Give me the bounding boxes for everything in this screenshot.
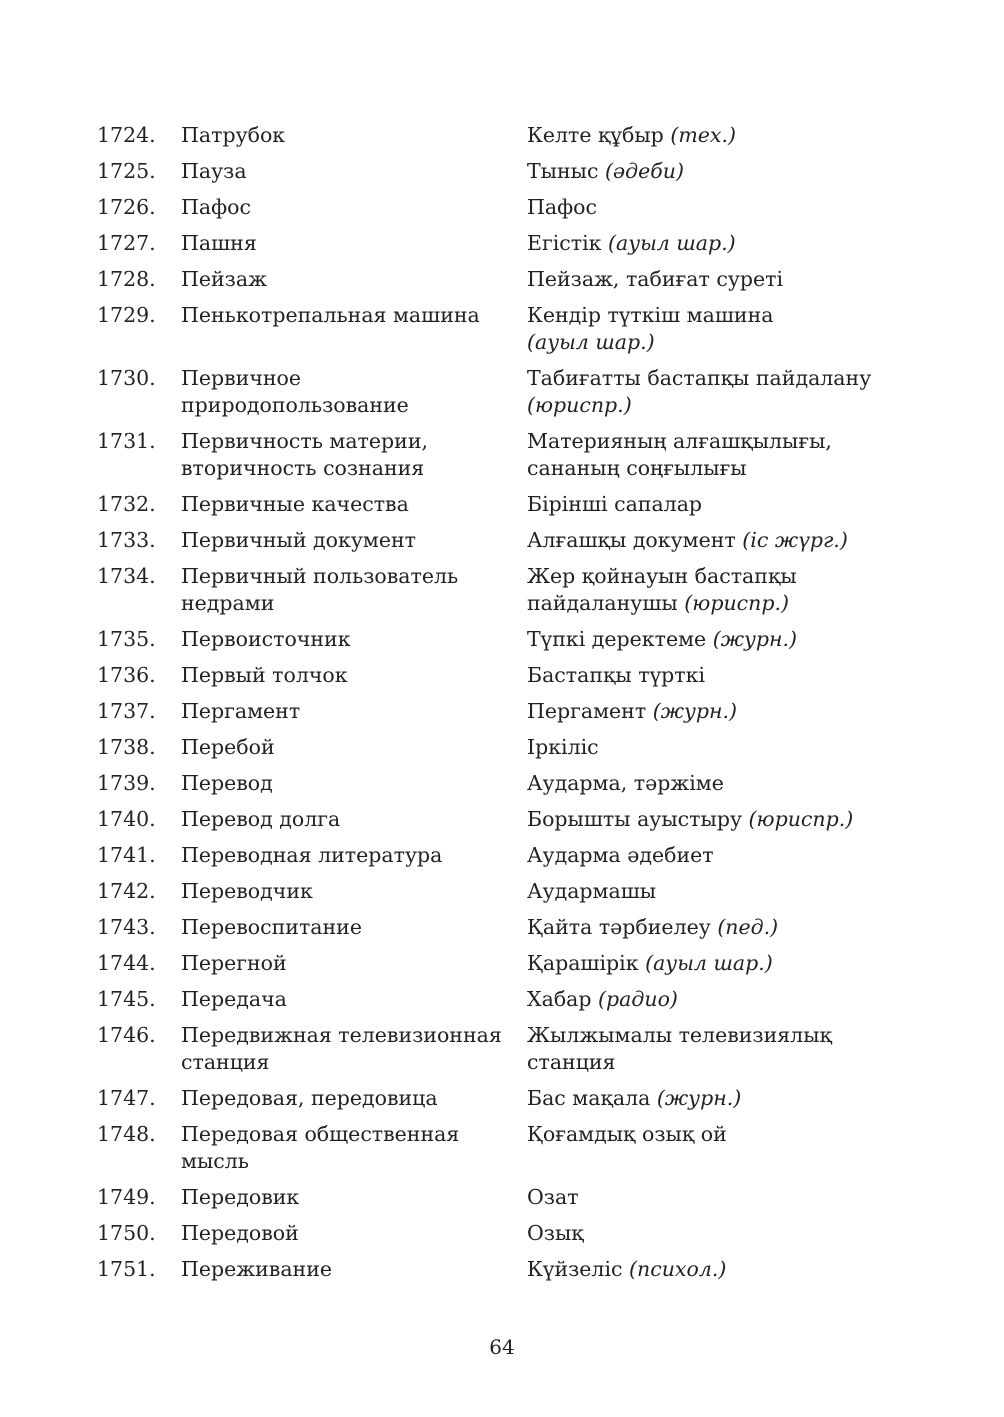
russian-term: Передача — [181, 987, 287, 1011]
russian-term: Передовая общественная мысль — [181, 1122, 460, 1173]
russian-term: Пашня — [181, 231, 257, 255]
dictionary-entry — [97, 194, 917, 221]
kazakh-translation — [527, 734, 917, 761]
entry-number: 1751. — [97, 1257, 156, 1281]
entry-number: 1740. — [97, 807, 156, 831]
domain-note: (юриспр.) — [684, 591, 789, 615]
dictionary-entry — [97, 626, 917, 653]
kazakh-translation — [527, 698, 917, 725]
dictionary-entry — [97, 1256, 917, 1283]
russian-term: Пергамент — [181, 699, 301, 723]
entry-number: 1726. — [97, 195, 156, 219]
dictionary-entry — [97, 302, 917, 356]
dictionary-entry — [97, 365, 917, 419]
domain-note: (журн.) — [656, 1086, 742, 1110]
kazakh-translation — [527, 266, 917, 293]
kazakh-translation — [527, 194, 917, 221]
kazakh-term: Келте құбыр — [527, 123, 664, 147]
russian-term: Переживание — [181, 1257, 333, 1281]
domain-note: (юриспр.) — [527, 393, 632, 417]
entry-number: 1728. — [97, 267, 156, 291]
kazakh-term: Аудармашы — [527, 879, 657, 903]
kazakh-term: Бастапқы түрткі — [527, 663, 706, 687]
kazakh-term: Табиғатты бастапқы пайдалану — [527, 366, 872, 390]
dictionary-entry — [97, 266, 917, 293]
kazakh-term: Озат — [527, 1185, 579, 1209]
kazakh-term: Пейзаж, табиғат суреті — [527, 267, 784, 291]
kazakh-term: Кендір түткіш машина — [527, 303, 774, 327]
entry-number: 1724. — [97, 123, 156, 147]
russian-term: Первичное природопользование — [181, 366, 409, 417]
kazakh-term: Іркіліс — [527, 735, 599, 759]
kazakh-translation — [527, 158, 917, 185]
kazakh-translation — [527, 806, 917, 833]
domain-note: (ауыл шар.) — [607, 231, 736, 255]
entry-number: 1729. — [97, 303, 156, 327]
entry-number: 1725. — [97, 159, 156, 183]
kazakh-translation — [527, 842, 917, 869]
kazakh-translation — [527, 563, 917, 617]
russian-term: Передовая, передовица — [181, 1086, 438, 1110]
russian-term: Патрубок — [181, 123, 286, 147]
kazakh-term: Тыныс — [527, 159, 599, 183]
domain-note: (ауыл шар.) — [527, 330, 655, 354]
russian-term: Переводчик — [181, 879, 313, 903]
dictionary-entry — [97, 1220, 917, 1247]
domain-note: (тех.) — [670, 123, 736, 147]
entry-number: 1738. — [97, 735, 156, 759]
kazakh-translation — [527, 770, 917, 797]
kazakh-term: Түпкі деректеме — [527, 627, 707, 651]
dictionary-entry — [97, 563, 917, 617]
russian-term: Пафос — [181, 195, 251, 219]
dictionary-entry — [97, 158, 917, 185]
russian-term: Пенькотрепальная машина — [181, 303, 480, 327]
russian-term: Первичный пользователь недрами — [181, 564, 459, 615]
domain-note: (журн.) — [712, 627, 798, 651]
russian-term: Первоисточник — [181, 627, 351, 651]
dictionary-entry — [97, 878, 917, 905]
kazakh-translation — [527, 986, 917, 1013]
domain-note: (радио) — [598, 987, 678, 1011]
entry-number: 1727. — [97, 231, 156, 255]
kazakh-translation — [527, 1085, 917, 1112]
russian-term: Перевод долга — [181, 807, 341, 831]
kazakh-translation — [527, 230, 917, 257]
dictionary-entry — [97, 842, 917, 869]
entry-number: 1736. — [97, 663, 156, 687]
russian-term: Пауза — [181, 159, 247, 183]
entry-number: 1747. — [97, 1086, 156, 1110]
entry-number: 1750. — [97, 1221, 156, 1245]
kazakh-term: Күйзеліс — [527, 1257, 623, 1281]
dictionary-entry — [97, 122, 917, 149]
dictionary-entry — [97, 1085, 917, 1112]
entry-number: 1737. — [97, 699, 156, 723]
dictionary-entry — [97, 698, 917, 725]
kazakh-translation — [527, 365, 917, 419]
dictionary-entry — [97, 428, 917, 482]
russian-term: Переводная литература — [181, 843, 443, 867]
entry-list — [97, 122, 917, 1292]
kazakh-translation — [527, 1022, 917, 1076]
kazakh-translation — [527, 527, 917, 554]
dictionary-entry — [97, 230, 917, 257]
entry-number: 1739. — [97, 771, 156, 795]
kazakh-term: Алғашқы документ — [527, 528, 736, 552]
russian-term: Первый толчок — [181, 663, 348, 687]
entry-number: 1749. — [97, 1185, 156, 1209]
kazakh-term: Пергамент — [527, 699, 647, 723]
kazakh-term: Қоғамдық озық ой — [527, 1122, 727, 1146]
dictionary-entry — [97, 806, 917, 833]
kazakh-translation — [527, 878, 917, 905]
dictionary-entry — [97, 1184, 917, 1211]
domain-note: (пед.) — [717, 915, 779, 939]
kazakh-term: Бірінші сапалар — [527, 492, 703, 516]
kazakh-translation — [527, 662, 917, 689]
domain-note: (психол.) — [629, 1257, 727, 1281]
entry-number: 1748. — [97, 1122, 156, 1146]
kazakh-term: Жер қойнауын бастапқы пайдаланушы — [527, 564, 797, 615]
kazakh-translation — [527, 302, 917, 356]
russian-term: Передовик — [181, 1185, 300, 1209]
kazakh-term: Аударма әдебиет — [527, 843, 714, 867]
entry-number: 1730. — [97, 366, 156, 390]
russian-term: Перебой — [181, 735, 275, 759]
entry-number: 1744. — [97, 951, 156, 975]
kazakh-term: Егістік — [527, 231, 602, 255]
russian-term: Перевоспитание — [181, 915, 362, 939]
kazakh-translation — [527, 491, 917, 518]
entry-number: 1734. — [97, 564, 156, 588]
domain-note: (юриспр.) — [748, 807, 854, 831]
russian-term: Перегной — [181, 951, 287, 975]
russian-term: Первичность материи, вторичность сознания — [181, 429, 429, 480]
kazakh-term: Хабар — [527, 987, 592, 1011]
kazakh-term: Қарашірік — [527, 951, 639, 975]
kazakh-term: Қайта тәрбиелеу — [527, 915, 711, 939]
russian-term: Первичные качества — [181, 492, 409, 516]
dictionary-entry — [97, 734, 917, 761]
domain-note: (іс жүрг.) — [742, 528, 848, 552]
entry-number: 1746. — [97, 1023, 156, 1047]
dictionary-entry — [97, 950, 917, 977]
dictionary-entry — [97, 1121, 917, 1175]
entry-number: 1741. — [97, 843, 156, 867]
entry-number: 1731. — [97, 429, 156, 453]
russian-term: Перевод — [181, 771, 273, 795]
russian-term: Пейзаж — [181, 267, 267, 291]
kazakh-term: Озық — [527, 1221, 584, 1245]
kazakh-translation — [527, 1256, 917, 1283]
kazakh-term: Материяның алғашқылығы, сананың соңғылығы — [527, 429, 832, 480]
domain-note: (әдеби) — [604, 159, 684, 183]
dictionary-entry — [97, 491, 917, 518]
dictionary-entry — [97, 1022, 917, 1076]
kazakh-translation — [527, 1184, 917, 1211]
kazakh-term: Пафос — [527, 195, 597, 219]
kazakh-translation — [527, 950, 917, 977]
dictionary-entry — [97, 986, 917, 1013]
dictionary-entry — [97, 662, 917, 689]
kazakh-term: Борышты ауыстыру — [527, 807, 742, 831]
russian-term: Передвижная телевизионная станция — [181, 1023, 502, 1074]
kazakh-term: Аударма, тәржіме — [527, 771, 724, 795]
kazakh-translation — [527, 1121, 917, 1148]
kazakh-translation — [527, 914, 917, 941]
entry-number: 1733. — [97, 528, 156, 552]
dictionary-entry — [97, 914, 917, 941]
kazakh-translation — [527, 1220, 917, 1247]
entry-number: 1732. — [97, 492, 156, 516]
kazakh-translation — [527, 626, 917, 653]
entry-number: 1745. — [97, 987, 156, 1011]
kazakh-translation — [527, 122, 917, 149]
domain-note: (ауыл шар.) — [645, 951, 773, 975]
kazakh-term: Жылжымалы телевизиялық станция — [527, 1023, 832, 1074]
entry-number: 1742. — [97, 879, 156, 903]
dictionary-entry — [97, 770, 917, 797]
dictionary-entry — [97, 527, 917, 554]
entry-number: 1743. — [97, 915, 156, 939]
kazakh-translation — [527, 428, 917, 482]
domain-note: (журн.) — [652, 699, 738, 723]
page-number: 64 — [489, 1335, 515, 1359]
kazakh-term: Бас мақала — [527, 1086, 651, 1110]
russian-term: Первичный документ — [181, 528, 416, 552]
entry-number: 1735. — [97, 627, 156, 651]
russian-term: Передовой — [181, 1221, 299, 1245]
